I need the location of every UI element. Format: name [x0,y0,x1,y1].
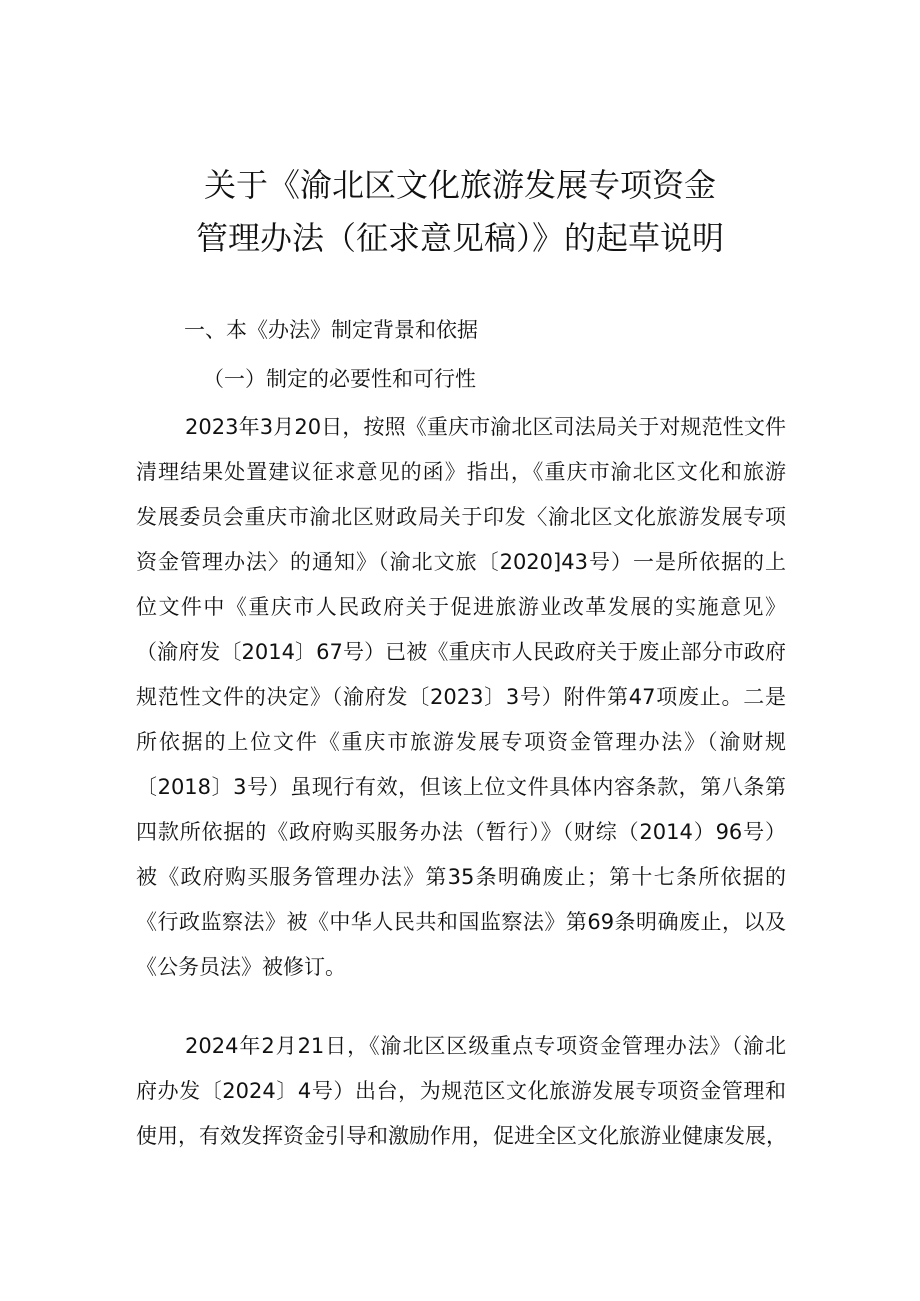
paragraph-line: 2024年2月21日，《渝北区区级重点专项资金管理办法》（渝北 [185,1034,786,1058]
paragraph-line: 《公务员法》被修订。 [136,955,346,979]
paragraph-line: 规范性文件的决定》（渝府发〔2023〕3号）附件第47项废止。二是 [136,685,786,709]
paragraph-line: 《行政监察法》被《中华人民共和国监察法》第69条明确废止，以及 [136,910,786,934]
paragraph-line: 〔2018〕3号）虽现行有效，但该上位文件具体内容条款，第八条第 [136,775,786,799]
paragraph-line: 清理结果处置建议征求意见的函》指出，《重庆市渝北区文化和旅游 [136,460,786,484]
subsection-heading: （一）制定的必要性和可行性 [203,367,476,391]
paragraph-line: 被《政府购买服务管理办法》第35条明确废止；第十七条所依据的 [136,865,786,889]
paragraph-2 [136,1024,786,1159]
section-heading: 一、本《办法》制定背景和依据 [184,318,478,342]
paragraph-line: （渝府发〔2014〕67号）已被《重庆市人民政府关于废止部分市政府 [136,640,786,664]
paragraph-line: 2023年3月20日，按照《重庆市渝北区司法局关于对规范性文件 [185,415,786,439]
paragraph-line: 使用，有效发挥资金引导和激励作用，促进全区文化旅游业健康发展， [136,1124,787,1148]
paragraph-line: 府办发〔2024〕4号）出台，为规范区文化旅游发展专项资金管理和 [136,1079,786,1103]
paragraph-line: 位文件中《重庆市人民政府关于促进旅游业改革发展的实施意见》 [136,595,786,619]
paragraph-line: 资金管理办法〉的通知》（渝北文旅〔2020]43号）一是所依据的上 [136,550,786,574]
document-title-line-2: 管理办法（征求意见稿）》的起草说明 [195,219,724,257]
paragraph-line: 发展委员会重庆市渝北区财政局关于印发〈渝北区文化旅游发展专项 [136,505,786,529]
paragraph-line: 四款所依据的《政府购买服务办法（暂行）》（财综（2014）96号） [136,820,786,844]
paragraph-1 [136,405,786,990]
document-title-line-1: 关于《渝北区文化旅游发展专项资金 [203,166,716,204]
paragraph-line: 所依据的上位文件《重庆市旅游发展专项资金管理办法》（渝财规 [136,730,786,754]
